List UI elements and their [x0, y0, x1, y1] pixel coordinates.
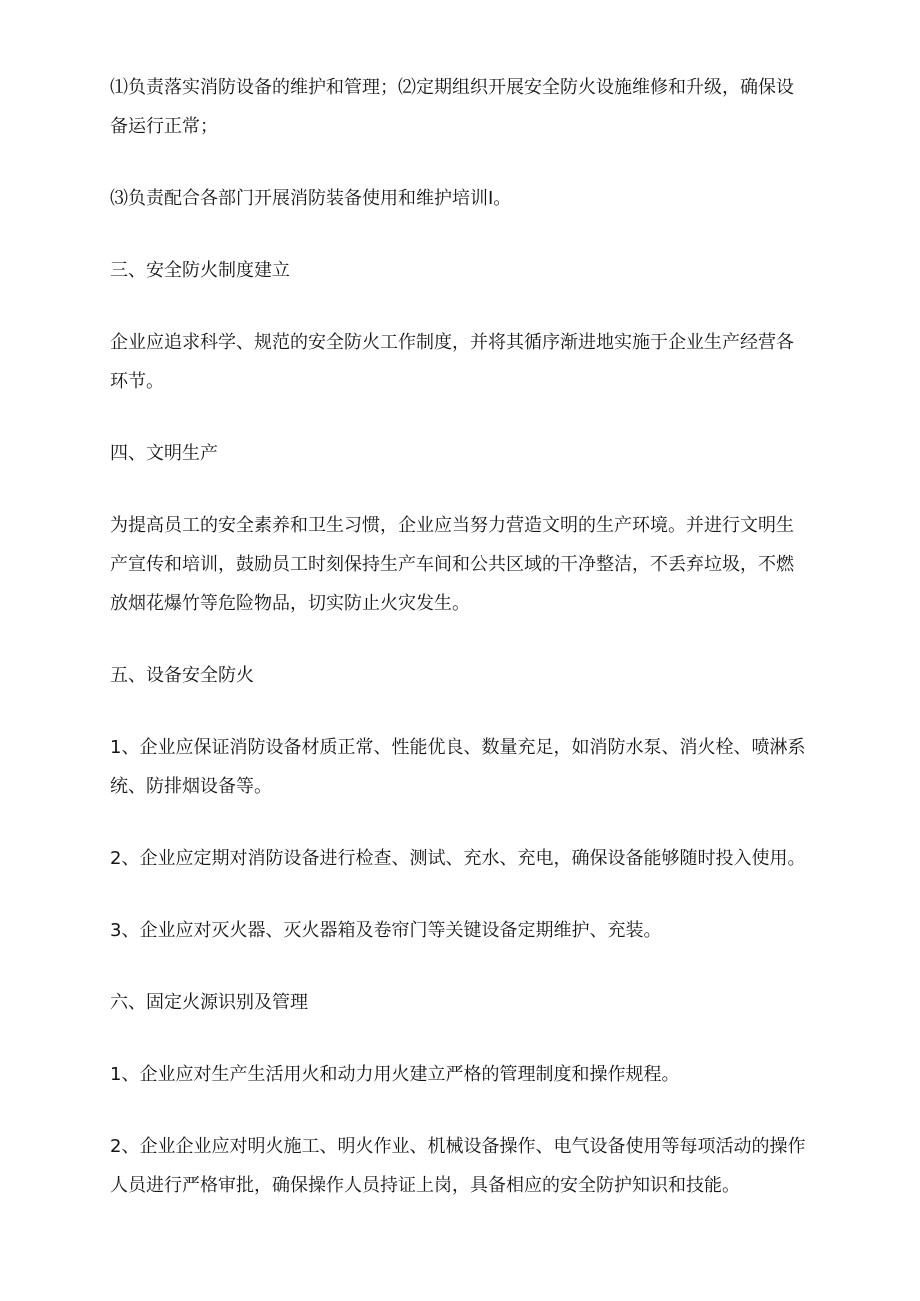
paragraph-equipment-inspection: 2、企业应定期对消防设备进行检查、测试、充水、充电，确保设备能够随时投入使用。	[110, 848, 806, 869]
paragraph-equipment-duties: ⑴负责落实消防设备的维护和管理；⑵定期组织开展安全防火设施维修和升级，确保设备运行正常；	[110, 77, 794, 137]
paragraph-civilized-production: 为提高员工的安全素养和卫生习惯，企业应当努力营造文明的生产环境。并进行文明生产宣传和培训，鼓励员工时刻保持生产车间和公共区域的干净整洁，不丢弃垃圾，不燃放烟花爆竹等危险物品，切实防止火灾发生。	[110, 515, 794, 614]
paragraph-fire-system: 企业应追求科学、规范的安全防火工作制度，并将其循序渐进地实施于企业生产经营各环节。	[110, 332, 794, 392]
paragraph-fire-use-rules: 1、企业应对生产生活用火和动力用火建立严格的管理制度和操作规程。	[110, 1064, 680, 1085]
paragraph-training-duty: ⑶负责配合各部门开展消防装备使用和维护培训I。	[110, 188, 512, 209]
heading-section-4: 四、文明生产	[110, 443, 218, 464]
heading-section-3: 三、安全防火制度建立	[110, 260, 290, 281]
paragraph-operator-approval: 2、企业企业应对明火施工、明火作业、机械设备操作、电气设备使用等每项活动的操作人员进行严格审批，确保操作人员持证上岗，具备相应的安全防护知识和技能。	[110, 1136, 806, 1196]
document-page	[110, 68, 810, 1205]
heading-section-6: 六、固定火源识别及管理	[110, 992, 308, 1013]
paragraph-extinguisher-maintenance: 3、企业应对灭火器、灭火器箱及卷帘门等关键设备定期维护、充装。	[110, 920, 662, 941]
paragraph-equipment-quality: 1、企业应保证消防设备材质正常、性能优良、数量充足，如消防水泵、消火栓、喷淋系统、防排烟设备等。	[110, 737, 806, 797]
heading-section-5: 五、设备安全防火	[110, 665, 254, 686]
